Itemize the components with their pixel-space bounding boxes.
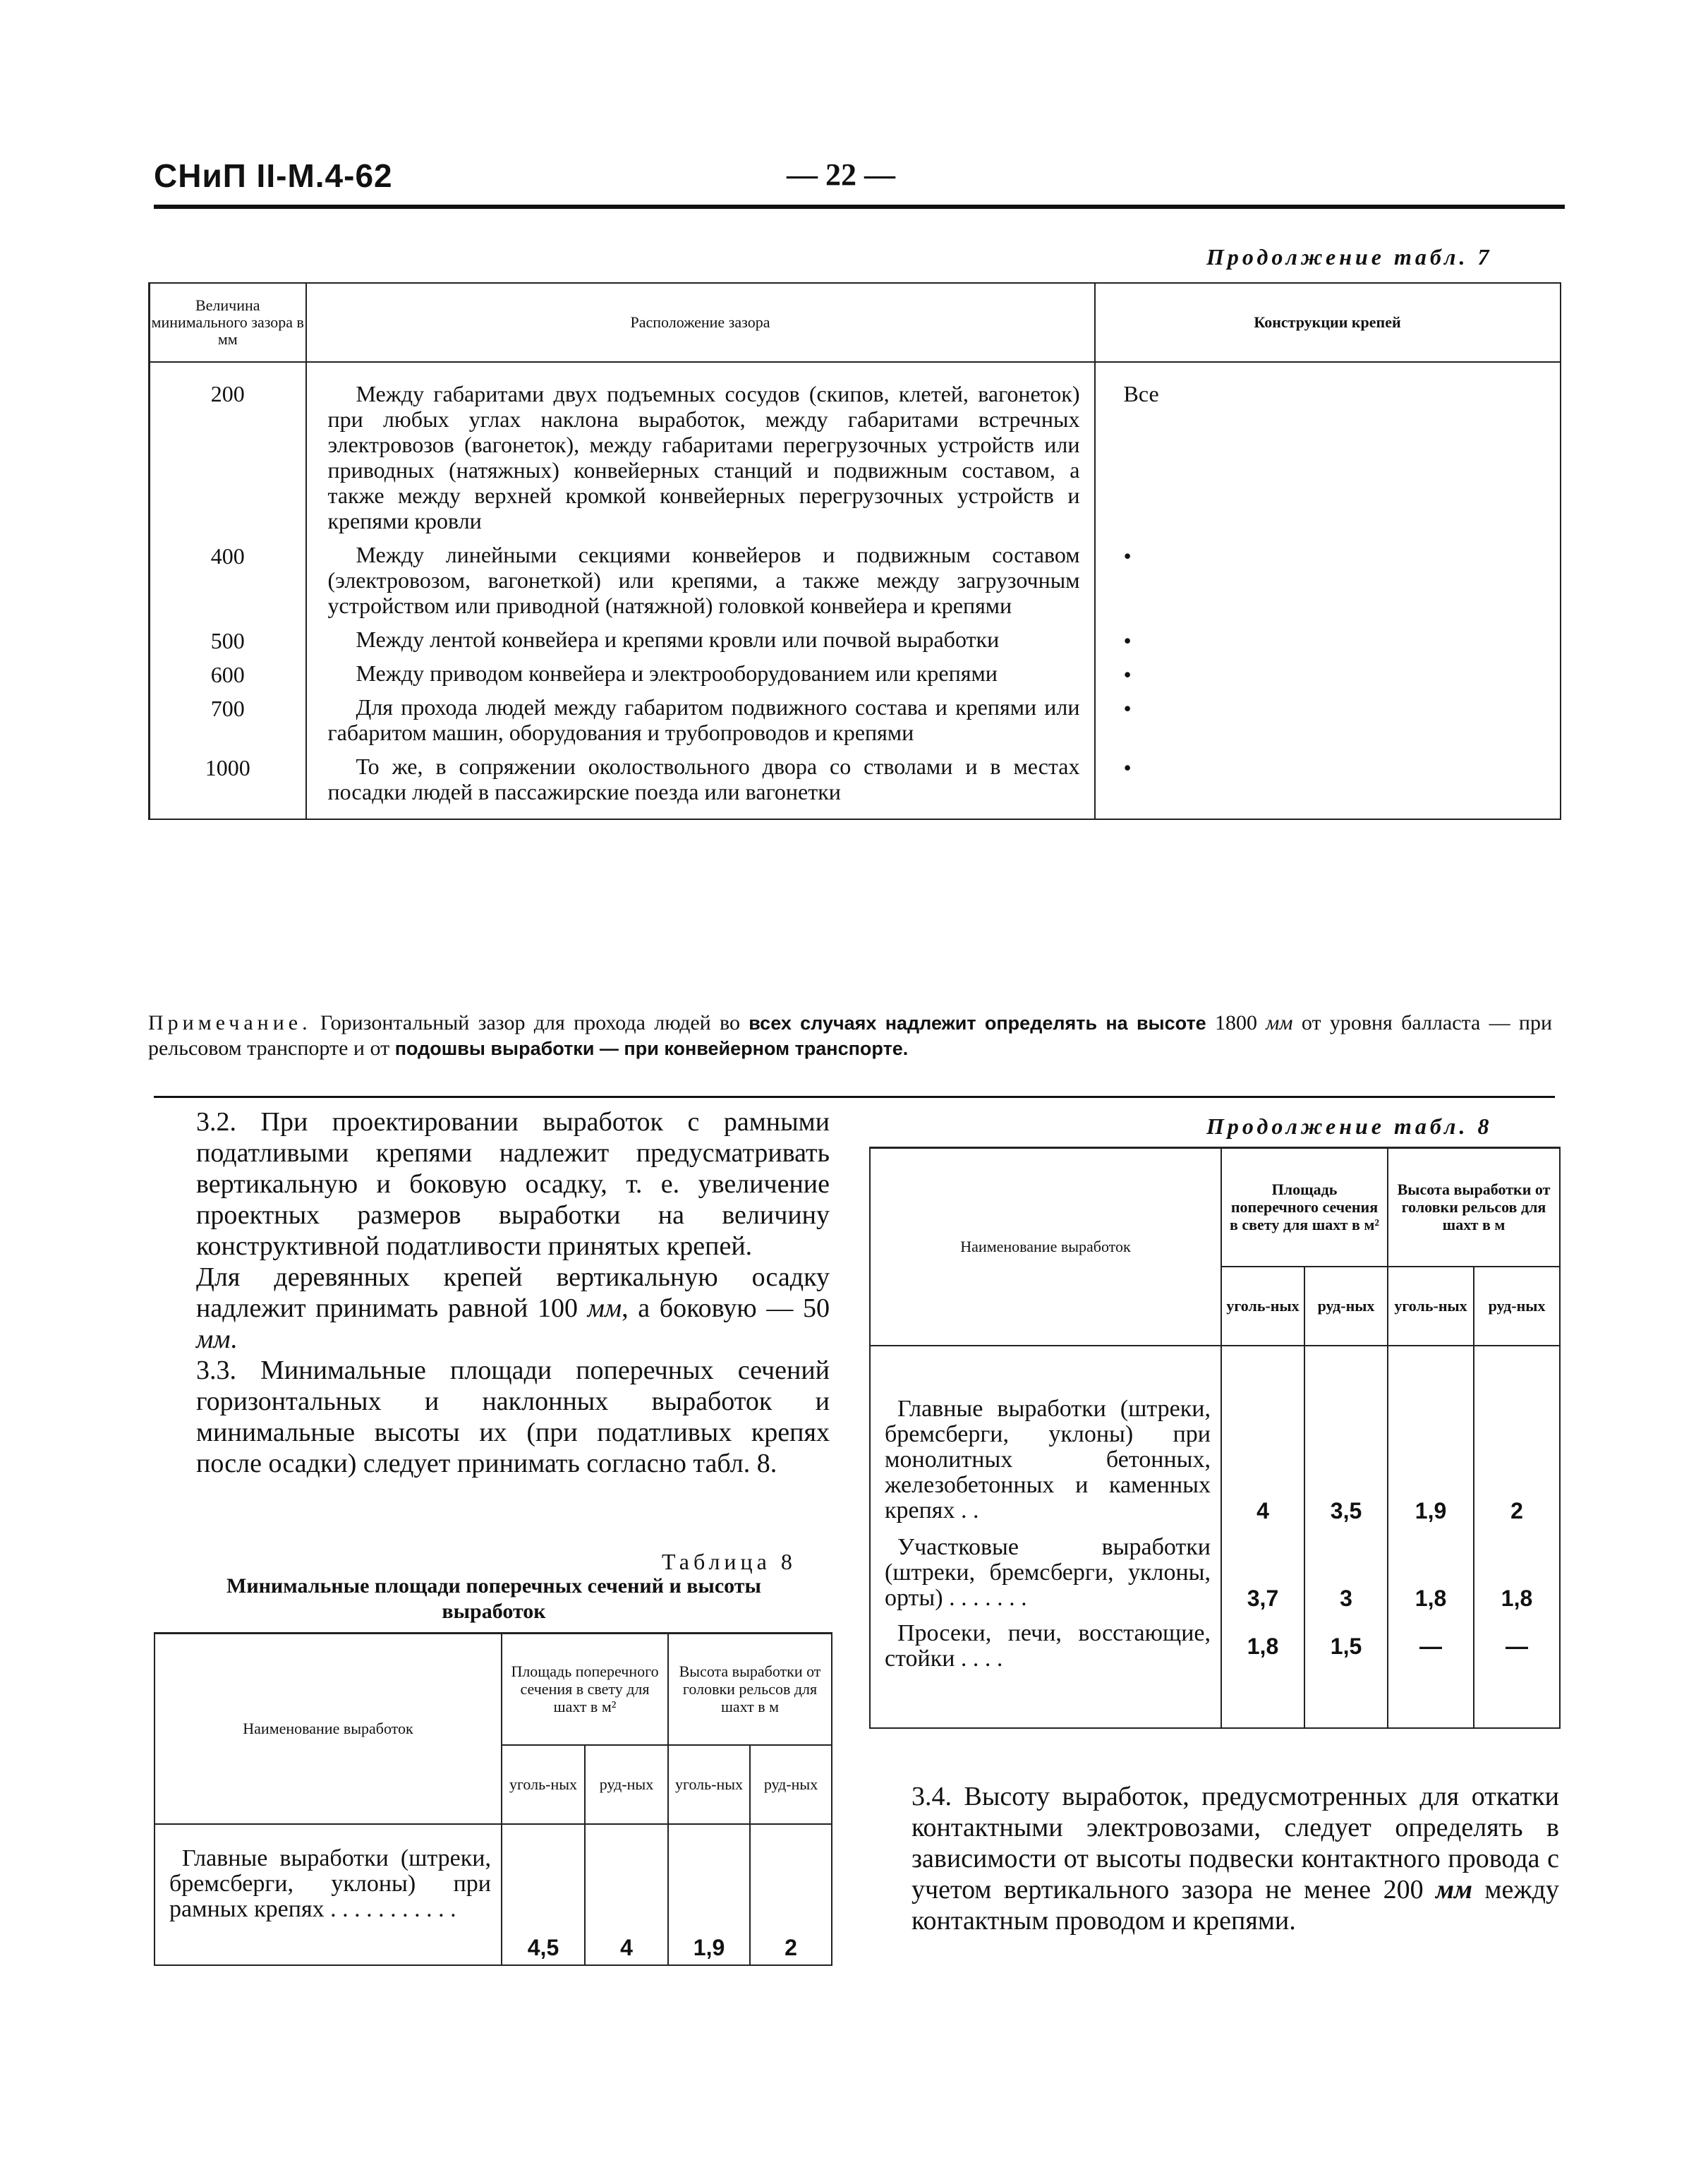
table7-location: Между лентой конвейера и крепями кровли или почвой выработки — [306, 622, 1095, 656]
table7-value: 200 — [150, 362, 306, 538]
table8-area-coal: 1,8 — [1221, 1615, 1304, 1728]
table8-header-name: Наименование выработок — [870, 1148, 1221, 1346]
table8-header-ore: руд-ных — [1474, 1267, 1560, 1346]
table7-location: Для прохода людей между габаритом подвижного состава и крепями или габаритом машин, оборудования и трубопроводов и крепями — [306, 690, 1095, 749]
table7-continuation-label: Продолжение табл. 7 — [1206, 244, 1493, 270]
table8-header-area: Площадь поперечного сечения в свету для шахт в м² — [1221, 1148, 1388, 1267]
table8-caption: Таблица 8 — [662, 1549, 797, 1574]
note-text-e: подошвы выработки — при конвейерном транспорте. — [394, 1038, 909, 1059]
paragraph-3-3: 3.3. Минимальные площади поперечных сечений горизонтальных и наклонных выработок и минимальные высоты их (при податливых крепях после осадки) следует принимать согласно табл. 8. — [196, 1356, 830, 1478]
paragraph-3-2-a: 3.2. При проектировании выработок с рамными податливыми крепями надлежит предусматривать вертикальную и боковую осадку, т. е. увеличение проектных размеров выработки на величину конструктивной податливости принятых крепей. — [196, 1107, 830, 1261]
paragraph-3-2 — [154, 1106, 830, 1479]
table7-row — [150, 749, 1561, 819]
table8-row-name: Просеки, печи, восстающие, стойки . . . . — [870, 1615, 1221, 1728]
table7-header-construction: Конструкции крепей — [1095, 283, 1561, 362]
table8-title: Минимальные площади поперечных сечений и высоты выработок — [226, 1574, 761, 1623]
paragraph-3-2-b: Для деревянных крепей вертикальную осадку надлежит принимать равной 100 мм, а боковую — 50 мм. — [196, 1262, 830, 1354]
table8-area-coal: 4 — [1221, 1346, 1304, 1528]
note-text-c: 1800 — [1214, 1011, 1257, 1034]
table8-header-ore: руд-ных — [1304, 1267, 1388, 1346]
table7-header-location: Расположение зазора — [306, 283, 1095, 362]
table8-height-ore: 2 — [750, 1824, 832, 1965]
table8-area-coal: 4,5 — [502, 1824, 585, 1965]
table7-row — [150, 362, 1561, 538]
table8-right — [869, 1147, 1561, 1729]
table8-row-name: Участковые выработки (штреки, бремсберги, уклоны, орты) . . . . . . . — [870, 1528, 1221, 1615]
table8-height-coal: 1,8 — [1388, 1528, 1474, 1615]
table8-row — [155, 1824, 832, 1965]
note-text-a: Горизонтальный зазор для прохода людей во — [320, 1011, 740, 1034]
table8-area-ore: 3 — [1304, 1528, 1388, 1615]
table8-height-ore: — — [1474, 1615, 1560, 1728]
table8-area-coal: 3,7 — [1221, 1528, 1304, 1615]
table8-height-coal: 1,9 — [1388, 1346, 1474, 1528]
table8-row-name: Главные выработки (штреки, бремсберги, уклоны) при рамных крепях . . . . . . . . . . . — [155, 1824, 502, 1965]
table7-value: 700 — [150, 690, 306, 749]
table8-header-ore: руд-ных — [585, 1745, 668, 1824]
table8-continuation-label: Продолжение табл. 8 — [1206, 1113, 1493, 1139]
document-code: СНиП II-М.4-62 — [154, 157, 393, 194]
table8-header-coal: уголь-ных — [502, 1745, 585, 1824]
table8-header-height: Высота выработки от головки рельсов для шахт в м — [1388, 1148, 1560, 1267]
table8-row-name: Главные выработки (штреки, бремсберги, уклоны) при монолитных бетонных, железобетонных и каменных крепях . . — [870, 1346, 1221, 1528]
table7 — [148, 282, 1561, 820]
table8-area-ore: 3,5 — [1304, 1346, 1388, 1528]
table8-header-name: Наименование выработок — [155, 1634, 502, 1824]
table8-height-ore: 2 — [1474, 1346, 1560, 1528]
table7-header-row — [150, 283, 1561, 362]
table7-row — [150, 538, 1561, 622]
table8-row — [870, 1615, 1560, 1728]
table8-height-coal: — — [1388, 1615, 1474, 1728]
table7-construction: • — [1095, 656, 1561, 690]
table7-construction: • — [1095, 690, 1561, 749]
note-text-d: от уровня балласта — при рельсовом транспорте и от — [148, 1011, 1553, 1060]
table8-area-ore: 1,5 — [1304, 1615, 1388, 1728]
table7-row — [150, 656, 1561, 690]
table7-value: 1000 — [150, 749, 306, 819]
table8-header-row — [870, 1148, 1560, 1267]
note-unit: мм — [1266, 1011, 1293, 1034]
page-number: — 22 — — [787, 157, 895, 192]
table7-value: 400 — [150, 538, 306, 622]
header-rule — [154, 205, 1565, 209]
table7-location: Между габаритами двух подъемных сосудов (скипов, клетей, вагонеток) при любых углах наклона выработок, между габаритами встречных электровозов (вагонеток), между габаритами перегрузочных устройств или приводных (натяжных) конвейерных станций и подвижным составом, а также между верхней кромкой конвейерных перегрузочных устройств и крепями кровли — [306, 362, 1095, 538]
table8-area-ore: 4 — [585, 1824, 668, 1965]
table8-header-height: Высота выработки от головки рельсов для шахт в м — [668, 1634, 832, 1745]
table7-construction: Все — [1095, 362, 1561, 538]
table7-location: То же, в сопряжении околоствольного двора со стволами и в местах посадки людей в пассажирские поезда или вагонетки — [306, 749, 1095, 819]
table7-construction: • — [1095, 749, 1561, 819]
table7-value: 600 — [150, 656, 306, 690]
table8-header-area: Площадь поперечного сечения в свету для шахт в м² — [502, 1634, 668, 1745]
table7-header-value: Величина минимального зазора в мм — [150, 283, 306, 362]
table7-note — [148, 1010, 1552, 1061]
table8-header-coal: уголь-ных — [1221, 1267, 1304, 1346]
table7-construction: • — [1095, 538, 1561, 622]
table7-construction: • — [1095, 622, 1561, 656]
paragraph-3-4: 3.4. Высоту выработок, предусмотренных для откатки контактными электровозами, следует определять в зависимости от высоты подвески контактного провода с учетом вертикального зазора не менее 200 мм между контактным проводом и крепями. — [911, 1782, 1560, 1936]
table8-row — [870, 1528, 1560, 1615]
table8-header-coal: уголь-ных — [1388, 1267, 1474, 1346]
note-text-b: всех случаях надлежит определять на высоте — [749, 1013, 1206, 1034]
table8-left — [154, 1632, 832, 1966]
table7-row — [150, 690, 1561, 749]
table8-header-ore: руд-ных — [750, 1745, 832, 1824]
table8-header-row — [155, 1634, 832, 1745]
table8-header-coal: уголь-ных — [668, 1745, 750, 1824]
note-label: Примечание. — [148, 1011, 312, 1034]
note-rule — [154, 1096, 1555, 1098]
table7-row — [150, 622, 1561, 656]
table7-value: 500 — [150, 622, 306, 656]
table8-row — [870, 1346, 1560, 1528]
table7-location: Между линейными секциями конвейеров и подвижным составом (электровозом, вагонеткой) или крепями, а также между загрузочным устройством или приводной (натяжной) головкой конвейера и крепями — [306, 538, 1095, 622]
table7-location: Между приводом конвейера и электрооборудованием или крепями — [306, 656, 1095, 690]
table8-height-ore: 1,8 — [1474, 1528, 1560, 1615]
table8-height-coal: 1,9 — [668, 1824, 750, 1965]
